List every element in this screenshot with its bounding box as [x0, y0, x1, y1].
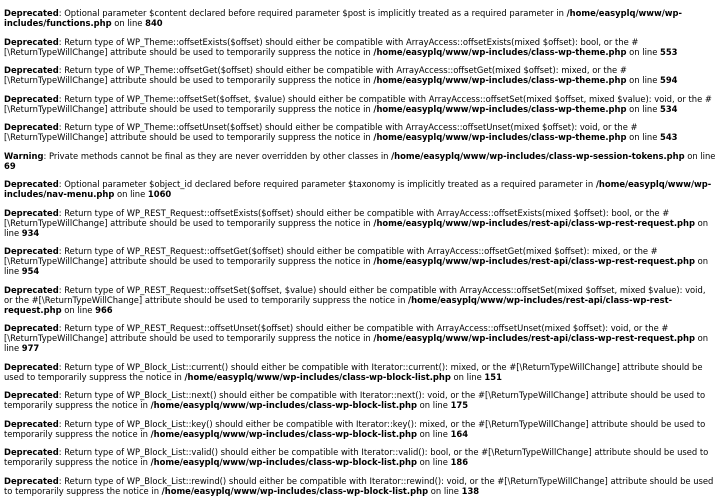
php-notice	[4, 285, 716, 315]
notice-on-line: on line	[4, 256, 709, 276]
notice-level: Deprecated	[4, 93, 59, 104]
php-notice	[4, 65, 716, 85]
php-notice	[4, 179, 716, 199]
notice-file-path: /home/easyplq/www/wp-includes/functions.php	[4, 8, 682, 28]
notice-line-number: 934	[21, 227, 40, 238]
notice-on-line: on line	[417, 400, 451, 410]
notice-level: Deprecated	[4, 122, 59, 132]
notice-line-number: 553	[660, 46, 678, 57]
notice-level: Deprecated	[4, 65, 59, 75]
notice-line-number: 186	[450, 457, 469, 467]
notice-file-path: /home/easyplq/www/wp-includes/class-wp-block-list.php	[150, 457, 418, 467]
notice-message: : Return type of WP_REST_Request::offsetUnset($offset) should either be compatible with ArrayAccess::offsetUnset(mixed $offset): void, or the #[\ReturnTypeWillChange] attribute should be used to temporarily suppress the notice in	[4, 323, 669, 343]
notice-on-line: on line	[111, 18, 146, 28]
notice-file-path: /home/easyplq/www/wp-includes/class-wp-block-list.php	[150, 400, 418, 410]
notice-line-number: 594	[660, 75, 678, 85]
php-notice	[4, 447, 716, 467]
notice-on-line: on line	[684, 150, 716, 161]
notice-on-line: on line	[114, 189, 148, 199]
notice-on-line: on line	[417, 428, 451, 439]
php-notice	[4, 390, 716, 410]
php-notice	[4, 151, 716, 171]
notice-file-path: /home/easyplq/www/wp-includes/class-wp-theme.php	[373, 132, 627, 142]
notice-message: : Return type of WP_Block_List::key() should either be compatible with Iterator::key(): mixed, or the #[\ReturnTypeWillChange] attribute should be used to temporarily suppress the notice in	[4, 418, 706, 439]
notice-message: : Optional parameter $content declared before required parameter $post is implicitly treated as a required parameter in	[58, 8, 567, 18]
php-notice	[4, 246, 716, 276]
notice-message: : Return type of WP_Block_List::rewind() should either be compatible with Iterator::rewind(): void, or the #[\ReturnTypeWillChange] attribute should be used to temporarily suppress the notice in	[4, 475, 714, 496]
notice-on-line: on line	[626, 46, 661, 57]
notice-message: : Return type of WP_Theme::offsetUnset($offset) should either be compatible with ArrayAccess::offsetUnset(mixed $offset): void, or the #[\ReturnTypeWillChange] attribute should be used to temporarily suppress the notice in	[4, 122, 638, 142]
notice-level: Deprecated	[4, 447, 59, 457]
notice-file-path: /home/easyplq/www/wp-includes/class-wp-theme.php	[373, 75, 627, 85]
notice-message: : Optional parameter $object_id declared before required parameter $taxonomy is implicitly treated as a required parameter in	[58, 179, 596, 189]
notice-message: : Return type of WP_Block_List::valid() should either be compatible with Iterator::valid(): bool, or the #[\ReturnTypeWillChange] attribute should be used to temporarily suppress the notice in	[4, 447, 709, 467]
notice-level: Deprecated	[4, 418, 59, 429]
notice-message: : Return type of WP_Theme::offsetSet($offset, $value) should either be compatible with ArrayAccess::offsetSet(mixed $offset, mixed $value): void, or the #[\ReturnTypeWillChange] attribute should be used to temporarily suppress the notice in	[4, 93, 712, 114]
notice-on-line: on line	[428, 485, 462, 496]
notice-level: Deprecated	[4, 284, 59, 295]
notice-level: Deprecated	[4, 36, 59, 47]
notice-message: : Return type of WP_REST_Request::offsetGet($offset) should either be compatible with ArrayAccess::offsetGet(mixed $offset): mixed, or the #[\ReturnTypeWillChange] attribute should be used to temporarily suppress the notice in	[4, 246, 658, 266]
notice-message: : Private methods cannot be final as they are never overridden by other classes in	[43, 150, 392, 161]
notice-file-path: /home/easyplq/www/wp-includes/class-wp-block-list.php	[161, 485, 429, 496]
notice-line-number: 175	[450, 400, 469, 410]
php-notice	[4, 208, 716, 238]
notice-file-path: /home/easyplq/www/wp-includes/class-wp-block-list.php	[184, 371, 451, 382]
notice-level: Deprecated	[4, 179, 59, 189]
notice-file-path: /home/easyplq/www/wp-includes/class-wp-theme.php	[373, 46, 627, 57]
notice-level: Deprecated	[4, 246, 59, 256]
notice-line-number: 1060	[147, 189, 172, 199]
php-notice	[4, 8, 716, 28]
php-notice	[4, 476, 716, 496]
notice-line-number: 164	[450, 428, 469, 439]
notice-level: Deprecated	[4, 323, 59, 333]
notice-level: Deprecated	[4, 8, 59, 18]
php-notice	[4, 419, 716, 439]
notice-message: : Return type of WP_Block_List::next() should either be compatible with Iterator::next(): void, or the #[\ReturnTypeWillChange] attribute should be used to temporarily suppress the notice in	[4, 390, 706, 410]
notice-on-line: on line	[61, 304, 96, 315]
notice-level: Deprecated	[4, 475, 59, 486]
notice-line-number: 138	[461, 485, 480, 496]
notice-line-number: 966	[95, 304, 113, 315]
notice-level: Deprecated	[4, 207, 59, 218]
php-notice	[4, 362, 716, 382]
notice-line-number: 69	[4, 160, 16, 171]
notice-message: : Return type of WP_Theme::offsetGet($offset) should either be compatible with ArrayAccess::offsetGet(mixed $offset): mixed, or the #[\ReturnTypeWillChange] attribute should be used to temporarily suppress the notice in	[4, 65, 627, 85]
php-notice	[4, 122, 716, 142]
notice-line-number: 954	[21, 266, 40, 276]
notice-level: Deprecated	[4, 361, 59, 372]
notice-on-line: on line	[4, 333, 709, 353]
notice-file-path: /home/easyplq/www/wp-includes/rest-api/class-wp-rest-request.php	[373, 256, 695, 266]
notice-message: : Return type of WP_Theme::offsetExists($offset) should either be compatible with ArrayAccess::offsetExists(mixed $offset): bool, or the #[\ReturnTypeWillChange] attribute should be used to temporarily suppress the notice in	[4, 36, 639, 57]
notice-file-path: /home/easyplq/www/wp-includes/class-wp-theme.php	[373, 103, 627, 114]
notice-line-number: 840	[145, 18, 163, 28]
notice-on-line: on line	[626, 132, 661, 142]
notice-on-line: on line	[626, 103, 661, 114]
php-notice	[4, 94, 716, 114]
notice-line-number: 534	[660, 103, 678, 114]
php-notice	[4, 37, 716, 57]
notice-message: : Return type of WP_Block_List::current() should either be compatible with Iterator::current(): mixed, or the #[\ReturnTypeWillChange] attribute should be used to temporarily suppress the notice in	[4, 361, 703, 382]
notice-file-path: /home/easyplq/www/wp-includes/rest-api/class-wp-rest-request.php	[373, 333, 695, 343]
notice-level: Deprecated	[4, 390, 59, 400]
notice-message: : Return type of WP_REST_Request::offsetExists($offset) should either be compatible with ArrayAccess::offsetExists(mixed $offset): bool, or the #[\ReturnTypeWillChange] attribute should be used to temporarily suppress the notice in	[4, 207, 670, 228]
notice-line-number: 543	[660, 132, 678, 142]
notice-level: Warning	[4, 150, 44, 161]
notice-file-path: /home/easyplq/www/wp-includes/class-wp-block-list.php	[150, 428, 418, 439]
notice-on-line: on line	[417, 457, 451, 467]
notice-line-number: 977	[21, 343, 40, 353]
notice-message: : Return type of WP_REST_Request::offsetSet($offset, $value) should either be compatible with ArrayAccess::offsetSet(mixed $offset, mixed $value): void, or the #[\ReturnTypeWillChange] attribute should be used to temporarily suppress the notice in	[4, 284, 706, 305]
php-notice	[4, 323, 716, 353]
notice-on-line: on line	[626, 75, 661, 85]
notice-file-path: /home/easyplq/www/wp-includes/rest-api/class-wp-rest-request.php	[373, 217, 695, 228]
notice-on-line: on line	[4, 217, 709, 238]
notice-file-path: /home/easyplq/www/wp-includes/rest-api/class-wp-rest-request.php	[4, 294, 673, 315]
notice-on-line: on line	[450, 371, 485, 382]
notice-line-number: 151	[484, 371, 502, 382]
notice-file-path: /home/easyplq/www/wp-includes/class-wp-session-tokens.php	[391, 150, 685, 161]
notice-file-path: /home/easyplq/www/wp-includes/nav-menu.php	[4, 179, 712, 199]
